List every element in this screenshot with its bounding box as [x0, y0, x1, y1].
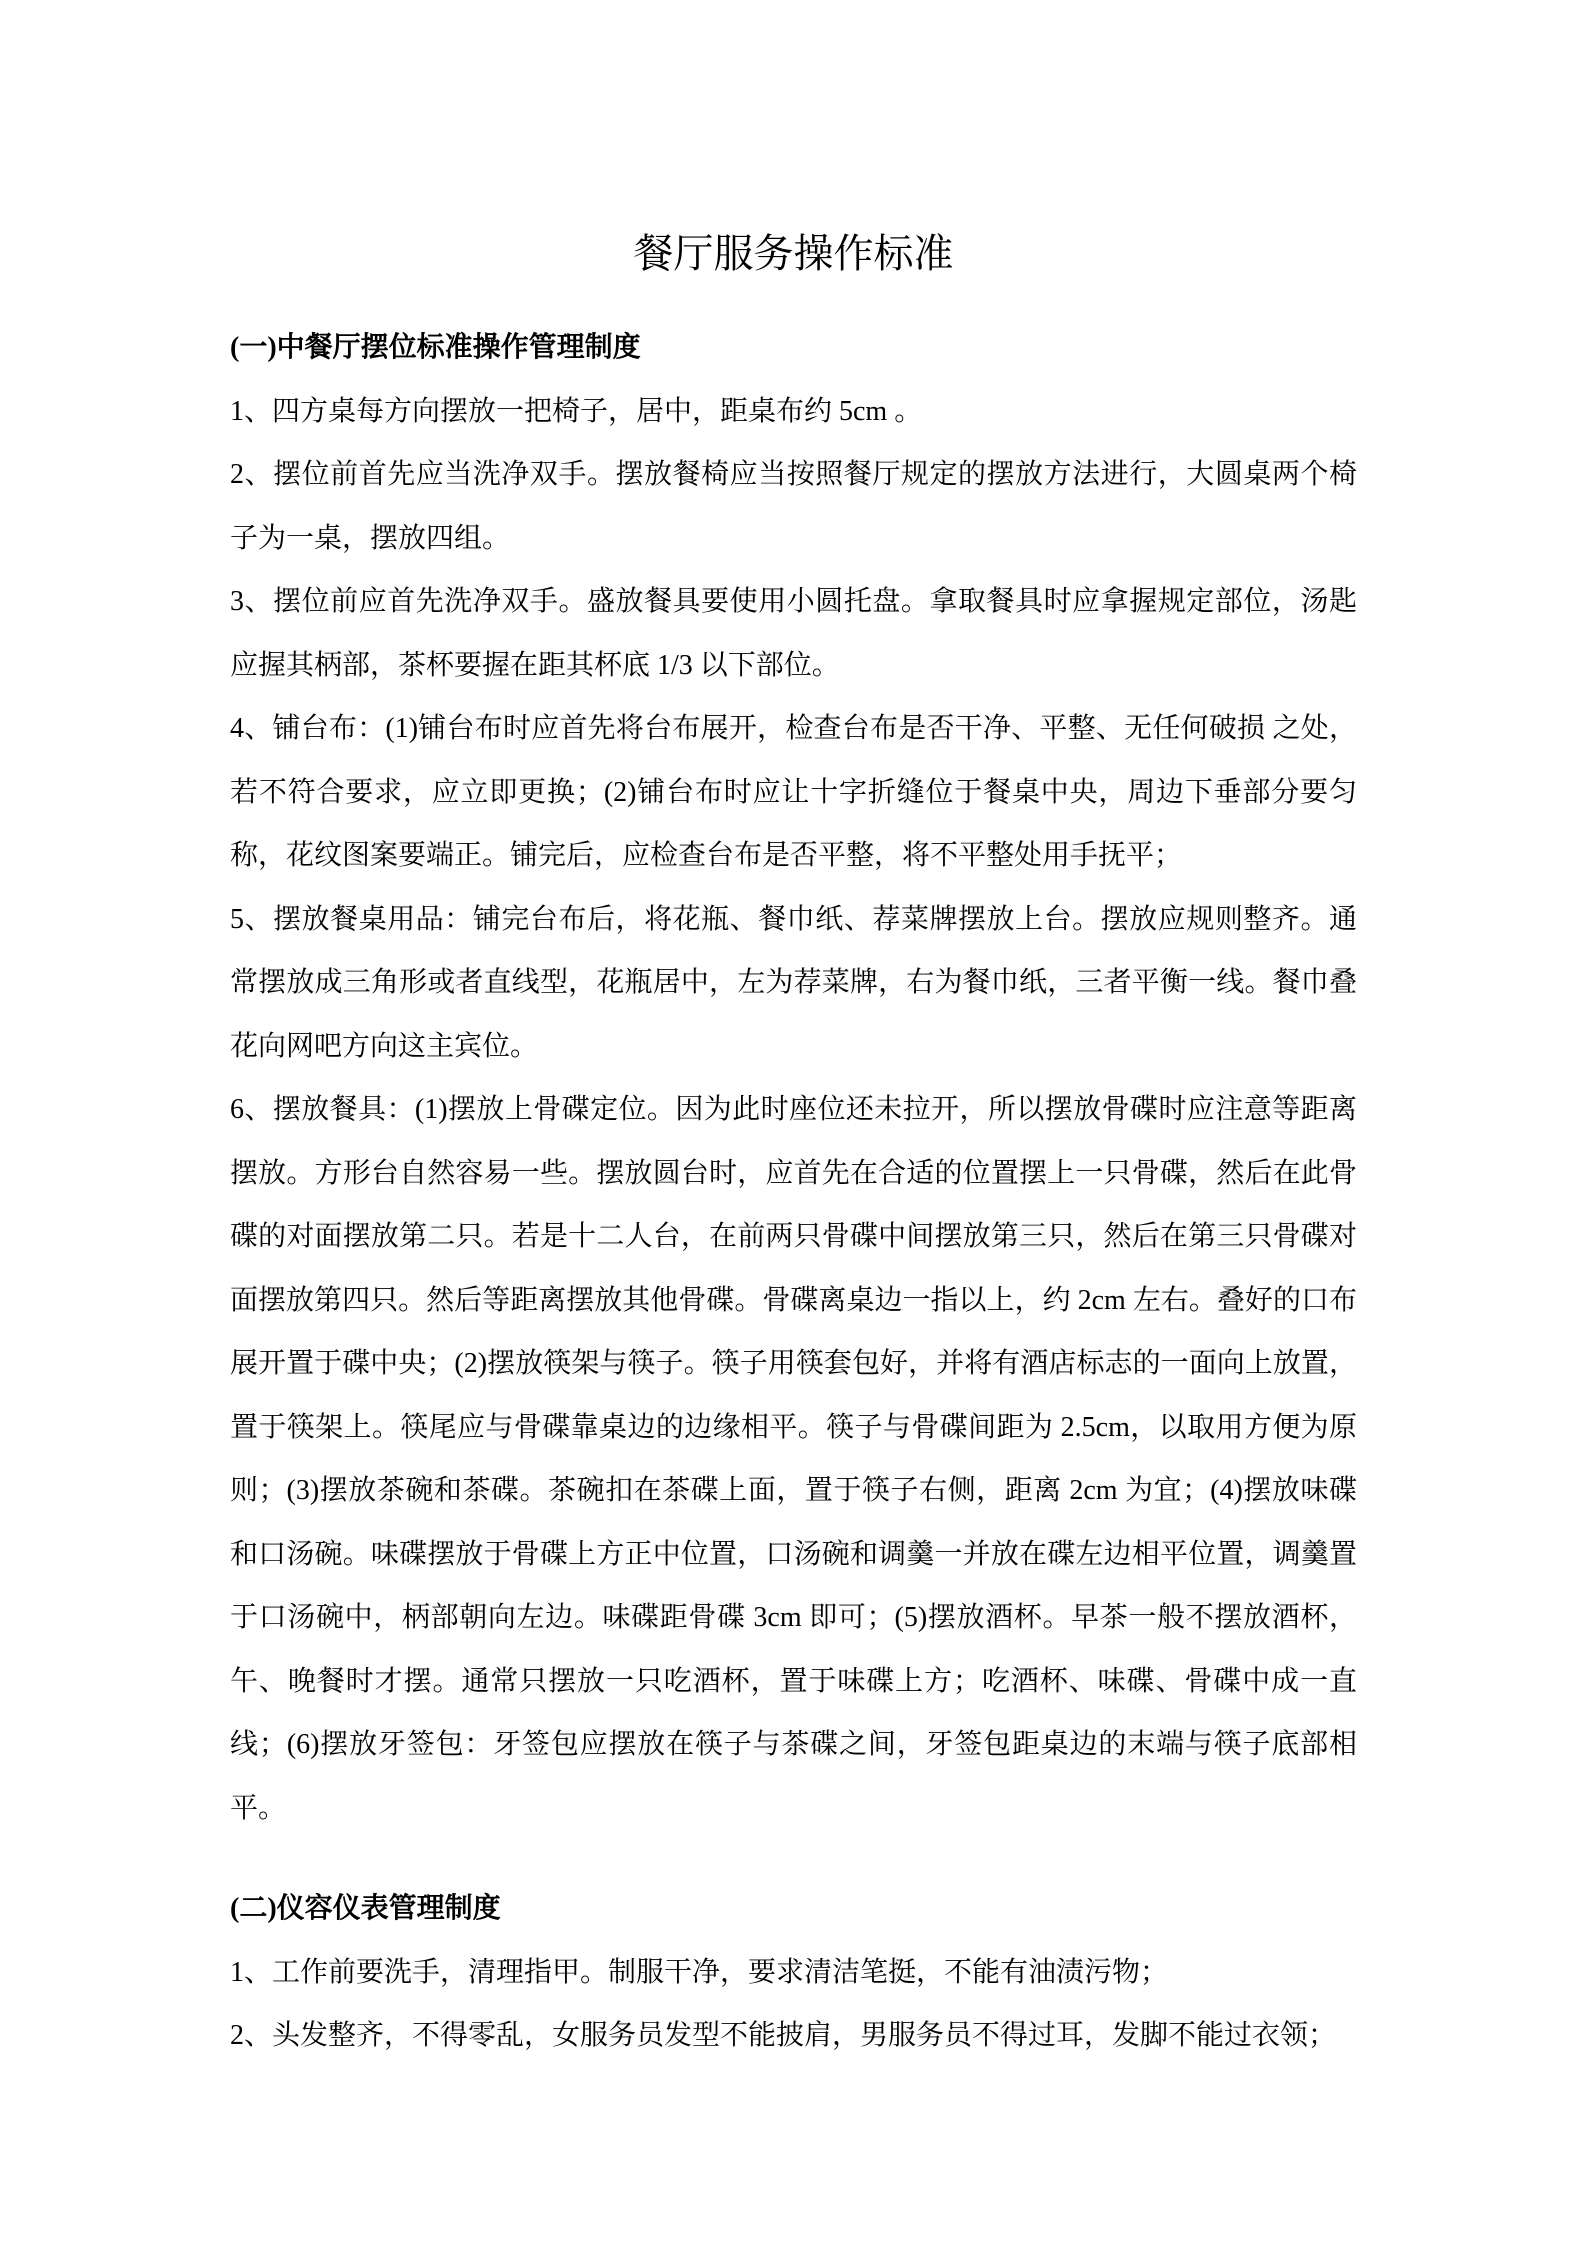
section-1-paragraph-5: 5、摆放餐桌用品：铺完台布后，将花瓶、餐巾纸、荐菜牌摆放上台。摆放应规则整齐。通常摆放成三角形或者直线型，花瓶居中，左为荐菜牌，右为餐巾纸，三者平衡一线。餐巾叠花向网吧方向这主宾位。 [230, 903, 1357, 1062]
section-1-paragraph-1: 1、四方桌每方向摆放一把椅子，居中，距桌布约 5cm 。 [230, 395, 923, 427]
section-2-heading: (二)仪容仪表管理制度 [230, 1893, 501, 1924]
section-1-heading: (一)中餐厅摆位标准操作管理制度 [230, 332, 641, 363]
section-1-paragraph-6: 6、摆放餐具：(1)摆放上骨碟定位。因为此时座位还未拉开，所以摆放骨碟时应注意等距离摆放。方形台自然容易一些。摆放圆台时，应首先在合适的位置摆上一只骨碟，然后在此骨碟的对面摆放第二只。若是十二人台，在前两只骨碟中间摆放第三只，然后在第三只骨碟对面摆放第四只。然后等距离摆放其他骨碟。骨碟离桌边一指以上，约 2cm 左右。叠好的口布展开置于碟中央；(2)摆放筷架与筷子。筷子用筷套包好，并将有酒店标志的一面向上放置，置于筷架上。筷尾应与骨碟靠桌边的边缘相平。筷子与骨碟间距为 2.5cm，以取用方便为原则；(3)摆放茶碗和茶碟。茶碗扣在茶碟上面，置于筷子右侧，距离 2cm 为宜；(4)摆放味碟和口汤碗。味碟摆放于骨碟上方正中位置，口汤碗和调羹一并放在碟左边相平位置，调羹置于口汤碗中，柄部朝向左边。味碟距骨碟 3cm 即可；(5)摆放酒杯。早茶一般不摆放酒杯，午、晚餐时才摆。通常只摆放一只吃酒杯，置于味碟上方；吃酒杯、味碟、骨碟中成一直线；(6)摆放牙签包：牙签包应摆放在筷子与茶碟之间，牙签包距桌边的末端与筷子底部相平。 [230, 1094, 1357, 1824]
document-title: 餐厅服务操作标准 [633, 231, 954, 276]
section-1-paragraph-4: 4、铺台布：(1)铺台布时应首先将台布展开，检查台布是否干净、平整、无任何破损 之处，若不符合要求，应立即更换；(2)铺台布时应让十字折缝位于餐桌中央，周边下垂部分要匀称，花纹图案要端正。铺完后，应检查台布是否平整，将不平整处用手抚平； [230, 713, 1357, 871]
section-2-paragraph-1: 1、工作前要洗手，清理指甲。制服干净，要求清洁笔挺，不能有油渍污物； [230, 1956, 1169, 1988]
section-2-paragraph-2: 2、头发整齐，不得零乱，女服务员发型不能披肩，男服务员不得过耳，发脚不能过衣领； [230, 2020, 1337, 2051]
section-1-paragraph-3: 3、摆位前应首先洗净双手。盛放餐具要使用小圆托盘。拿取餐具时应拿握规定部位，汤匙应握其柄部，茶杯要握在距其杯底 1/3 以下部位。 [230, 586, 1357, 681]
section-1-paragraph-2: 2、摆位前首先应当洗净双手。摆放餐椅应当按照餐厅规定的摆放方法进行，大圆桌两个椅子为一桌，摆放四组。 [230, 459, 1357, 554]
section-grooming [230, 1877, 1357, 2068]
section-table-setting [230, 316, 1357, 1840]
